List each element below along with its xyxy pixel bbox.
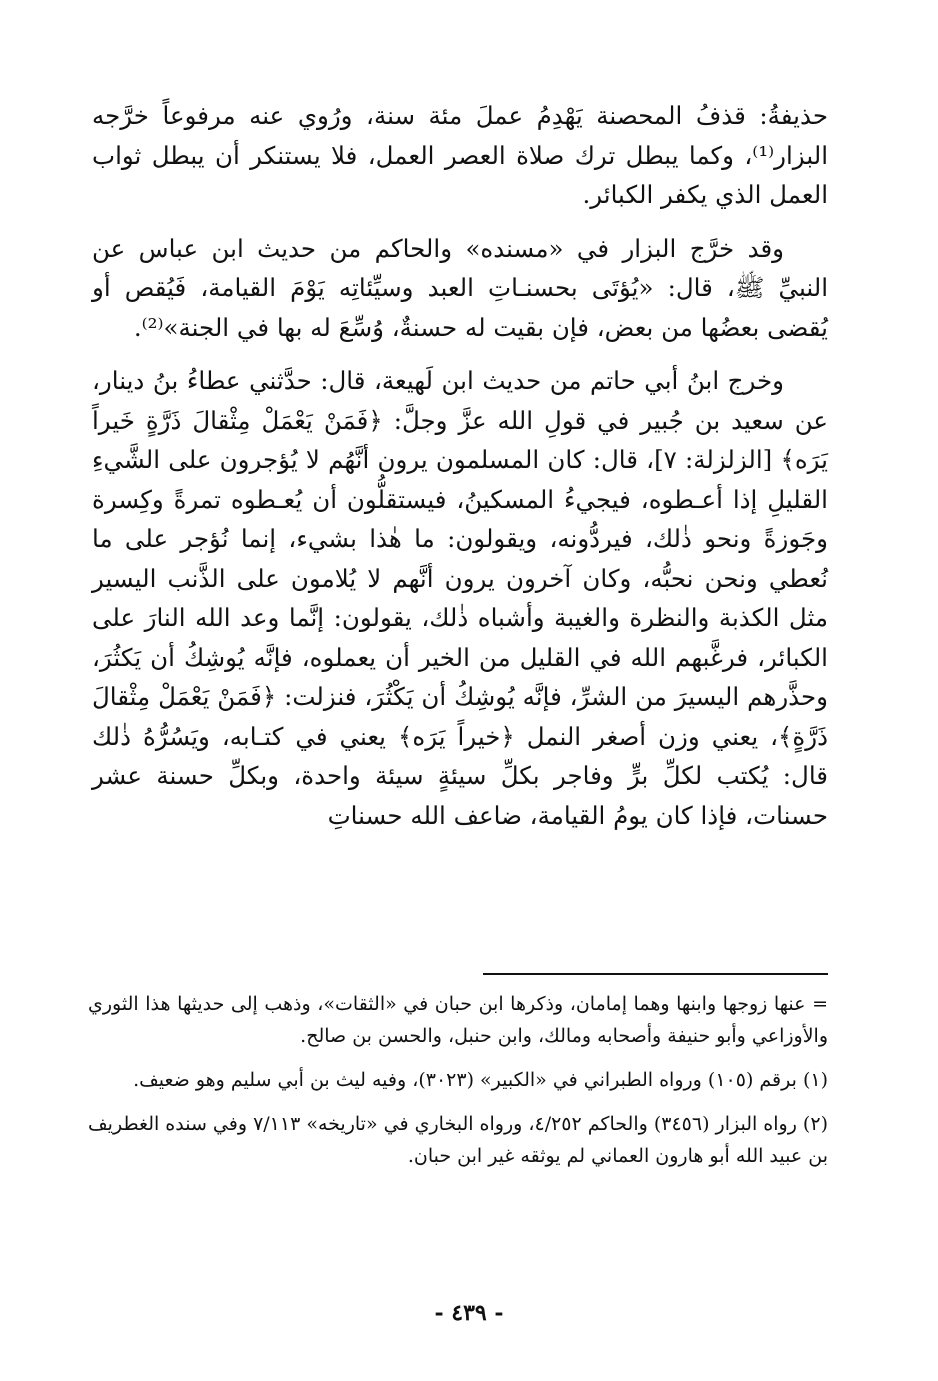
footnote-1: (١) برقم (١٠٥) ورواه الطبراني في «الكبير» (٣٠٢٣)، وفيه ليث بن أبي سليم وهو ضعيف. — [133, 1069, 828, 1091]
main-text — [92, 96, 828, 849]
footnote-separator — [483, 973, 828, 975]
paragraph: وخرج ابنُ أبي حاتم من حديث ابن لَهيعة، قال: حدَّثني عطاءُ بنُ دينار، عن سعيد بن جُبير في قولِ الله عزَّ وجلَّ: ﴿فَمَنْ يَعْمَلْ مِثْقالَ ذَرَّةٍ خَيراً يَرَه﴾ [الزلزلة: ٧]، قال: كان المسلمون يرون أنَّهُم لا يُؤجرون على الشَّيءِ القليلِ إذا أعـطوه، فيجيءُ المسكينُ، فيستقلُّون أن يُعـطوه تمرةً وكِسرة وجَوزةً ونحو ذٰلك، فيردُّونه، ويقولون: ما هٰذا بشيء، إنما نُؤجر على ما نُعطي ونحن نحبُّه، وكان آخرون يرون أنَّهم لا يُلامون على الذَّنب اليسير مثل الكذبة والنظرة والغيبة وأشباه ذٰلك، يقولون: إنَّما وعد الله النارَ على الكبائر، فرغَّبهم الله في القليل من الخير أن يعملوه، فإنَّه يُوشِكُ أن يَكثُرَ، وحذَّرهم اليسيرَ من الشرِّ، فإنَّه يُوشِكُ أن يَكْثُرَ، فنزلت: ﴿فَمَنْ يَعْمَلْ مِثْقالَ ذَرَّةٍ﴾، يعني وزن أصغر النمل ﴿خيراً يَرَه﴾ يعني في كتـابه، ويَسُرُّهُ ذٰلك قال: يُكتب لكلِّ برٍّ وفاجر بكلِّ سيئةٍ سيئة واحدة، وبكلِّ حسنة عشر حسنات، فإذا كان يومُ القيامة، ضاعف الله حسناتِ — [92, 366, 828, 830]
footnote-continuation: = عنها زوجها وابنها وهما إمامان، وذكرها ابن حبان في «الثقات»، وذهب إلى حديثها هذا الثوري والأوزاعي وأبو حنيفة وأصحابه ومالك، وابن حنبل، والحسن بن صالح. — [88, 993, 828, 1047]
footnote-2: (٢) رواه البزار (٣٤٥٦) والحاكم ٤/٢٥٢، ورواه البخاري في «تاريخه» ٧/١١٣ وفي سنده الغطريف بن عبيد الله أبو هارون العماني لم يوثقه غير ابن حبان. — [88, 1113, 828, 1167]
footnotes — [88, 988, 828, 1184]
paragraph: وقد خرَّج البزار في «مسنده» والحاكم من حديث ابن عباس عن النبيِّ ﷺ، قال: «يُؤتَى بحسنـاتِ العبد وسيِّئاتِه يَوْمَ القيامة، فَيُقص أو يُقضى بعضُها من بعض، فإن بقيت له حسنةٌ، وُسِّعَ له بها في الجنة»⁽²⁾. — [92, 233, 828, 342]
page-number: - ٤٣٩ - — [434, 1300, 504, 1326]
paragraph: حذيفةُ: قذفُ المحصنة يَهْدِمُ عملَ مئة سنة، ورُوي عنه مرفوعاً خرَّجه البزار⁽¹⁾، وكما يبطل ترك صلاة العصر العمل، فلا يستنكر أن يبطل ثواب العمل الذي يكفر الكبائر. — [92, 101, 828, 209]
